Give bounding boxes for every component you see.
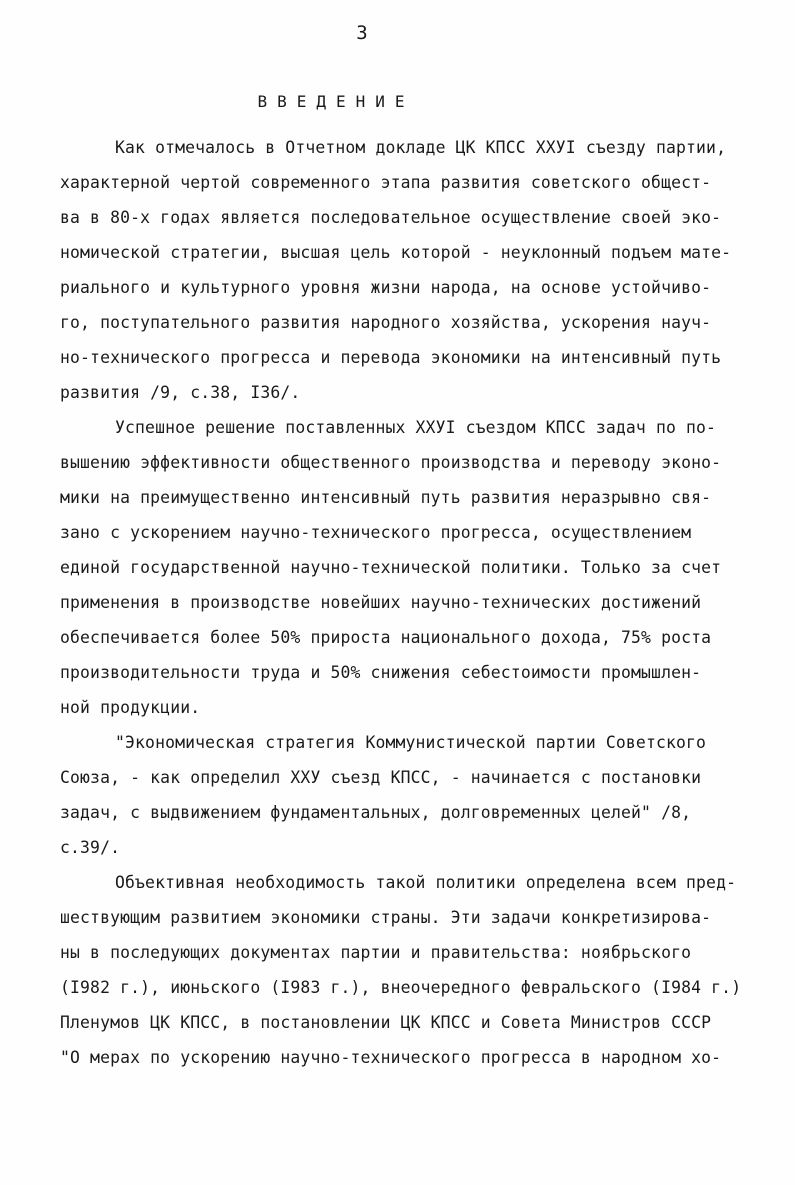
- text-line: но-технического прогресса и перевода экономики на интенсивный путь: [60, 348, 722, 367]
- text-line: ной продукции.: [60, 698, 201, 717]
- text-line: Объективная необходимость такой политики определена всем пред-: [115, 873, 737, 892]
- text-line: (I982 г.), июньского (I983 г.), внеочередного февральского (I984 г.): [60, 978, 742, 997]
- text-line: Успешное решение поставленных XXУI съездом КПСС задач по по-: [115, 418, 717, 437]
- text-line: характерной чертой современного этапа развития советского общест-: [60, 173, 712, 192]
- text-line: единой государственной научно-технической политики. Только за счет: [60, 558, 722, 577]
- text-line: мики на преимущественно интенсивный путь развития неразрывно свя-: [60, 488, 712, 507]
- section-heading: ВВЕДЕНИЕ: [257, 92, 415, 111]
- text-line: Союза, - как определил XXУ съезд КПСС, - начинается с постановки: [60, 768, 702, 787]
- text-line: применения в производстве новейших научно-технических достижений: [60, 593, 702, 612]
- text-line: вышению эффективности общественного производства и переводу эконо-: [60, 453, 722, 472]
- text-line: зано с ускорением научно-технического прогресса, осуществлением: [60, 523, 692, 542]
- text-line: ва в 80-х годах является последовательное осуществление своей эко-: [60, 208, 722, 227]
- text-line: Как отмечалось в Отчетном докладе ЦК КПСС XXУI съезду партии,: [115, 138, 727, 157]
- text-line: обеспечивается более 50% прироста национального дохода, 75% роста: [60, 628, 712, 647]
- text-line: "Экономическая стратегия Коммунистической партии Советского: [115, 733, 707, 752]
- text-line: шествующим развитием экономики страны. Эти задачи конкретизирова-: [60, 908, 712, 927]
- text-line: производительности труда и 50% снижения себестоимости промышлен-: [60, 663, 702, 682]
- text-line: Пленумов ЦК КПСС, в постановлении ЦК КПСС и Совета Министров СССР: [60, 1013, 712, 1032]
- text-line: го, поступательного развития народного хозяйства, ускорения науч-: [60, 313, 712, 332]
- text-line: задач, с выдвижением фундаментальных, долговременных целей" /8,: [60, 803, 692, 822]
- page-number: 3: [356, 22, 368, 44]
- text-line: с.39/.: [60, 838, 121, 857]
- text-line: ны в последующих документах партии и правительства: ноябрьского: [60, 943, 692, 962]
- text-line: развития /9, с.38, I36/.: [60, 383, 301, 402]
- text-line: номической стратегии, высшая цель которой - неуклонный подъем мате-: [60, 243, 732, 262]
- text-line: риального и культурного уровня жизни народа, на основе устойчиво-: [60, 278, 712, 297]
- text-line: "О мерах по ускорению научно-технического прогресса в народном хо-: [60, 1048, 722, 1067]
